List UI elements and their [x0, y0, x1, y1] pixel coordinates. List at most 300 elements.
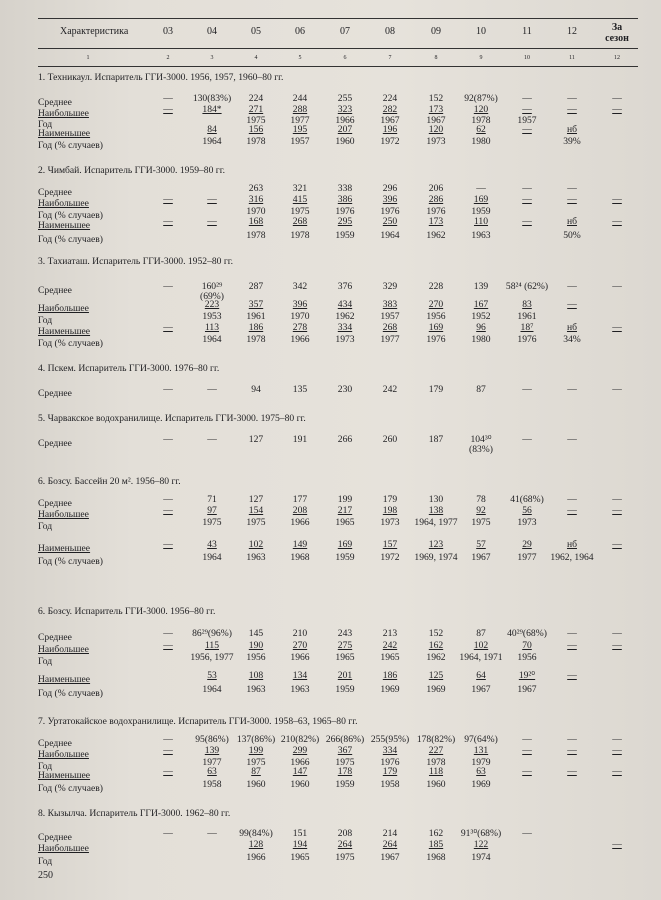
table-cell: —	[207, 216, 217, 227]
table-cell: 207	[337, 124, 353, 135]
table-cell: 186	[248, 322, 264, 333]
table-cell: 1978	[246, 136, 266, 147]
table-cell: —	[163, 194, 173, 205]
row-label: Год	[38, 656, 53, 667]
table-cell: 1965	[380, 652, 400, 663]
table-cell: 214	[382, 828, 398, 839]
row-label: Год	[38, 521, 53, 532]
table-cell: 1978	[290, 230, 310, 241]
table-cell: 64	[476, 670, 486, 681]
table-cell: 1976	[335, 206, 355, 217]
table-cell: 195	[292, 124, 308, 135]
row-label: Год	[38, 761, 53, 772]
table-cell: 224	[382, 93, 398, 104]
table-cell: 376	[337, 281, 353, 292]
table-cell: —	[163, 640, 173, 651]
table-cell: 1952	[471, 311, 491, 322]
table-cell: 1963	[471, 230, 491, 241]
table-cell: 217	[337, 505, 353, 516]
table-cell: 123	[428, 539, 444, 550]
table-cell: 94	[251, 384, 261, 395]
table-cell: 87	[476, 628, 486, 639]
table-cell: 1964	[202, 552, 222, 563]
table-cell: 367	[337, 745, 353, 756]
table-cell: 255	[337, 93, 353, 104]
table-cell: 110	[473, 216, 489, 227]
table-cell: 1978	[246, 230, 266, 241]
table-cell: 1968	[426, 852, 446, 863]
header-rule	[38, 66, 638, 67]
table-cell: 295	[337, 216, 353, 227]
row-label: Среднее	[38, 388, 72, 399]
table-cell: 242	[382, 640, 398, 651]
table-cell: нб	[566, 322, 577, 333]
table-cell: 102	[248, 539, 264, 550]
table-cell: 1961	[517, 311, 537, 322]
row-label: Наибольшее	[38, 303, 89, 314]
table-cell: 97(64%)	[464, 734, 498, 745]
table-cell: 92	[476, 505, 486, 516]
row-label: Наименьшее	[38, 770, 91, 781]
table-cell: 154	[248, 505, 264, 516]
table-cell: 41(68%)	[510, 494, 544, 505]
section-title-9: 8. Кызылча. Испаритель ГГИ-3000. 1962–80 гг.	[38, 808, 231, 819]
section-title-6: 6. Бозсу. Бассейн 20 м². 1956–80 гг.	[38, 476, 181, 487]
table-cell: —	[567, 93, 577, 104]
table-cell: 1963	[290, 684, 310, 695]
table-cell: 137(86%)	[236, 734, 276, 745]
row-label: Среднее	[38, 632, 72, 643]
table-cell: 92(87%)	[464, 93, 498, 104]
table-cell: 99(84%)	[239, 828, 273, 839]
table-cell: 18⁷	[520, 322, 534, 333]
table-cell: 104³⁰ (83%)	[469, 434, 493, 455]
table-cell: 396	[292, 299, 308, 310]
table-cell: 97	[207, 505, 217, 516]
header-num-7: 7	[388, 55, 392, 61]
table-cell: —	[612, 194, 622, 205]
header-col-6: 07	[340, 26, 350, 37]
table-cell: 1973	[517, 517, 537, 528]
table-cell: 1957	[517, 115, 537, 126]
table-cell: 1976	[517, 334, 537, 345]
table-cell: 149	[292, 539, 308, 550]
table-cell: 196	[382, 124, 398, 135]
table-cell: —	[612, 628, 622, 639]
table-cell: 43	[207, 539, 217, 550]
table-cell: 95(86%)	[195, 734, 229, 745]
header-col-3: 04	[207, 26, 217, 37]
table-cell: 186	[382, 670, 398, 681]
table-cell: 268	[292, 216, 308, 227]
table-cell: —	[163, 494, 173, 505]
table-cell: —	[163, 104, 173, 115]
table-cell: 1959	[335, 684, 355, 695]
table-cell: нб	[566, 216, 577, 227]
table-cell: —	[567, 505, 577, 516]
table-cell: 1969	[426, 684, 446, 695]
table-cell: 1973	[426, 136, 446, 147]
header-num-11: 11	[569, 55, 575, 61]
table-cell: 62	[476, 124, 486, 135]
table-cell: 63	[476, 766, 486, 777]
table-cell: 50%	[563, 230, 581, 241]
table-cell: 187	[428, 434, 444, 445]
table-cell: 1978	[426, 757, 446, 768]
table-cell: 210	[292, 628, 308, 639]
table-cell: 1966	[335, 115, 355, 126]
table-cell: 122	[473, 839, 489, 850]
table-cell: —	[567, 194, 577, 205]
table-cell: —	[612, 745, 622, 756]
table-cell: 185	[428, 839, 444, 850]
table-cell: —	[612, 322, 622, 333]
table-cell: 288	[292, 104, 308, 115]
table-cell: —	[163, 384, 173, 395]
table-cell: —	[612, 104, 622, 115]
table-cell: —	[567, 299, 577, 310]
table-cell: —	[163, 505, 173, 516]
table-cell: 1959	[335, 779, 355, 790]
row-label: Наименьшее	[38, 128, 91, 139]
table-cell: 87	[251, 766, 261, 777]
table-cell: 179	[428, 384, 444, 395]
table-cell: 29	[522, 539, 532, 550]
section-title-3: 3. Тахиаташ. Испаритель ГГИ-3000. 1952–80 гг.	[38, 256, 234, 267]
table-cell: 270	[292, 640, 308, 651]
table-cell: 19²⁰	[518, 670, 536, 681]
table-cell: —	[522, 104, 532, 115]
table-cell: 1975	[290, 206, 310, 217]
table-cell: 1960	[335, 136, 355, 147]
table-cell: 1972	[380, 136, 400, 147]
table-cell: 83	[522, 299, 532, 310]
table-cell: 242	[382, 384, 398, 395]
table-cell: 131	[473, 745, 489, 756]
table-cell: 1956	[246, 652, 266, 663]
table-cell: 179	[382, 494, 398, 505]
row-label: Год (% случаев)	[38, 556, 103, 567]
table-cell: —	[163, 281, 173, 292]
table-cell: 316	[248, 194, 264, 205]
table-cell: нб	[566, 539, 577, 550]
header-col-12: За сезон	[605, 22, 629, 44]
page-number: 250	[38, 870, 53, 881]
table-cell: 70	[522, 640, 532, 651]
row-label: Год (% случаев)	[38, 688, 103, 699]
row-label: Среднее	[38, 187, 72, 198]
table-cell: 145	[248, 628, 264, 639]
table-cell: —	[567, 766, 577, 777]
table-cell: 1969	[471, 779, 491, 790]
table-cell: 1975	[335, 852, 355, 863]
table-cell: 1962, 1964	[550, 552, 594, 563]
table-cell: 383	[382, 299, 398, 310]
table-cell: 120	[473, 104, 489, 115]
table-cell: 1962	[335, 311, 355, 322]
header-col-10: 11	[522, 26, 532, 37]
table-cell: 210(82%)	[280, 734, 320, 745]
table-cell: 1974	[471, 852, 491, 863]
table-cell: 179	[382, 766, 398, 777]
table-cell: 1976	[380, 757, 400, 768]
table-cell: 127	[248, 494, 264, 505]
table-cell: 1967	[517, 684, 537, 695]
table-cell: 130(83%)	[192, 93, 232, 104]
table-cell: 1967	[380, 852, 400, 863]
table-cell: 199	[248, 745, 264, 756]
table-cell: —	[163, 745, 173, 756]
header-num-10: 10	[524, 55, 530, 61]
table-cell: 415	[292, 194, 308, 205]
table-cell: 282	[382, 104, 398, 115]
table-cell: 1967	[380, 115, 400, 126]
table-cell: 178(82%)	[416, 734, 456, 745]
table-cell: 120	[428, 124, 444, 135]
table-cell: 1975	[246, 757, 266, 768]
header-col-9: 10	[476, 26, 486, 37]
table-cell: 128	[248, 839, 264, 850]
table-cell: —	[612, 216, 622, 227]
table-cell: 434	[337, 299, 353, 310]
table-cell: 275	[337, 640, 353, 651]
table-cell: 115	[204, 640, 220, 651]
table-cell: 162	[428, 828, 444, 839]
table-cell: 334	[337, 322, 353, 333]
header-num-12: 12	[614, 55, 620, 61]
table-cell: 194	[292, 839, 308, 850]
table-cell: 1977	[290, 115, 310, 126]
table-cell: 177	[292, 494, 308, 505]
table-cell: —	[163, 322, 173, 333]
table-cell: 296	[382, 183, 398, 194]
table-cell: —	[522, 194, 532, 205]
table-cell: 1967	[426, 115, 446, 126]
table-cell: 1967	[471, 552, 491, 563]
table-cell: нб	[566, 124, 577, 135]
table-cell: 169	[337, 539, 353, 550]
table-cell: 1967	[471, 684, 491, 695]
table-cell: 1966	[246, 852, 266, 863]
table-cell: 1956	[426, 311, 446, 322]
table-cell: 56	[522, 505, 532, 516]
table-cell: 266	[337, 434, 353, 445]
table-cell: 342	[292, 281, 308, 292]
table-cell: 1962	[426, 230, 446, 241]
table-cell: 1964	[202, 334, 222, 345]
table-cell: —	[612, 505, 622, 516]
table-cell: 1962	[426, 652, 446, 663]
table-cell: 299	[292, 745, 308, 756]
table-cell: 1963	[246, 684, 266, 695]
table-cell: —	[163, 628, 173, 639]
table-cell: 266(86%)	[325, 734, 365, 745]
table-cell: 323	[337, 104, 353, 115]
table-cell: —	[476, 183, 486, 194]
table-cell: —	[522, 93, 532, 104]
table-cell: 167	[473, 299, 489, 310]
table-cell: 1977	[517, 552, 537, 563]
table-cell: 271	[248, 104, 264, 115]
table-cell: 1973	[380, 517, 400, 528]
table-cell: 1959	[335, 552, 355, 563]
table-cell: 108	[248, 670, 264, 681]
table-cell: —	[207, 384, 217, 395]
table-cell: —	[163, 434, 173, 445]
header-rule	[38, 18, 638, 19]
table-cell: 264	[382, 839, 398, 850]
table-cell: 1960	[426, 779, 446, 790]
table-cell: —	[522, 124, 532, 135]
table-cell: 386	[337, 194, 353, 205]
table-cell: 1968	[290, 552, 310, 563]
table-cell: 1975	[202, 517, 222, 528]
table-cell: 156	[248, 124, 264, 135]
table-cell: 1964, 1971	[459, 652, 503, 663]
table-cell: 58²⁴ (62%)	[505, 281, 549, 292]
table-cell: 1977	[202, 757, 222, 768]
table-cell: 1959	[335, 230, 355, 241]
table-cell: 1956	[517, 652, 537, 663]
table-cell: 1976	[380, 206, 400, 217]
table-cell: —	[567, 281, 577, 292]
table-cell: 1969, 1974	[414, 552, 458, 563]
row-label: Среднее	[38, 438, 72, 449]
row-label: Наибольшее	[38, 198, 89, 209]
table-cell: 39%	[563, 136, 581, 147]
table-cell: —	[612, 734, 622, 745]
table-cell: —	[612, 494, 622, 505]
table-cell: 278	[292, 322, 308, 333]
header-num-4: 4	[254, 55, 258, 61]
row-label: Среднее	[38, 97, 72, 108]
header-num-9: 9	[479, 55, 483, 61]
table-cell: —	[163, 216, 173, 227]
table-cell: —	[567, 434, 577, 445]
table-cell: 228	[428, 281, 444, 292]
row-label: Наименьшее	[38, 220, 91, 231]
table-cell: 1975	[246, 517, 266, 528]
table-cell: —	[522, 828, 532, 839]
table-cell: 1969	[380, 684, 400, 695]
row-label: Среднее	[38, 832, 72, 843]
table-cell: —	[163, 766, 173, 777]
row-label: Год	[38, 856, 53, 867]
table-cell: 157	[382, 539, 398, 550]
header-num-8: 8	[434, 55, 438, 61]
table-cell: —	[522, 434, 532, 445]
header-num-5: 5	[298, 55, 302, 61]
table-cell: 287	[248, 281, 264, 292]
table-cell: 1966	[290, 334, 310, 345]
table-cell: —	[567, 745, 577, 756]
table-cell: 1973	[335, 334, 355, 345]
table-cell: 173	[428, 104, 444, 115]
row-label: Среднее	[38, 285, 72, 296]
table-cell: 334	[382, 745, 398, 756]
table-cell: —	[522, 745, 532, 756]
table-cell: 1966	[290, 517, 310, 528]
table-cell: 57	[476, 539, 486, 550]
table-cell: 1964	[380, 230, 400, 241]
table-cell: 338	[337, 183, 353, 194]
table-cell: 152	[428, 93, 444, 104]
table-cell: 87	[476, 384, 486, 395]
table-cell: 1960	[246, 779, 266, 790]
table-cell: 147	[292, 766, 308, 777]
table-cell: 396	[382, 194, 398, 205]
table-cell: 1970	[246, 206, 266, 217]
header-col-2: 03	[163, 26, 173, 37]
table-cell: 1953	[202, 311, 222, 322]
table-cell: 1958	[380, 779, 400, 790]
table-cell: 321	[292, 183, 308, 194]
table-cell: 71	[207, 494, 217, 505]
row-label: Год	[38, 119, 53, 130]
table-cell: —	[567, 183, 577, 194]
row-label: Наименьшее	[38, 674, 91, 685]
table-cell: 1960	[290, 779, 310, 790]
table-cell: 168	[248, 216, 264, 227]
table-cell: 160²⁹ (69%)	[200, 281, 224, 302]
table-cell: 169	[428, 322, 444, 333]
table-cell: 1966	[290, 652, 310, 663]
table-cell: 208	[337, 828, 353, 839]
row-label: Наибольшее	[38, 108, 89, 119]
section-title-5: 5. Чарвакское водохранилище. Испаритель ГГИ-3000. 1975–80 гг.	[38, 413, 306, 424]
table-cell: 151	[292, 828, 308, 839]
table-cell: 173	[428, 216, 444, 227]
table-cell: 201	[337, 670, 353, 681]
row-label: Наименьшее	[38, 543, 91, 554]
section-title-1: 1. Техникаул. Испаритель ГГИ-3000. 1956, 1957, 1960–80 гг.	[38, 72, 284, 83]
table-cell: 1964	[202, 684, 222, 695]
table-cell: —	[163, 539, 173, 550]
table-cell: 1970	[290, 311, 310, 322]
table-cell: 264	[337, 839, 353, 850]
table-cell: 1978	[471, 115, 491, 126]
table-cell: 78	[476, 494, 486, 505]
row-label: Год (% случаев)	[38, 234, 103, 245]
table-cell: 53	[207, 670, 217, 681]
table-cell: 1980	[471, 334, 491, 345]
table-cell: —	[522, 766, 532, 777]
table-cell: 102	[473, 640, 489, 651]
table-cell: 1976	[426, 334, 446, 345]
table-cell: —	[522, 734, 532, 745]
table-cell: —	[207, 194, 217, 205]
table-cell: 286	[428, 194, 444, 205]
table-cell: 198	[382, 505, 398, 516]
table-cell: —	[522, 216, 532, 227]
table-cell: —	[567, 494, 577, 505]
table-cell: 1956, 1977	[190, 652, 234, 663]
header-col-11: 12	[567, 26, 577, 37]
table-cell: 86²⁹(96%)	[192, 628, 232, 639]
table-cell: —	[612, 281, 622, 292]
table-cell: 208	[292, 505, 308, 516]
table-cell: —	[567, 104, 577, 115]
table-cell: 263	[248, 183, 264, 194]
table-cell: 40²⁹(68%)	[507, 628, 547, 639]
table-cell: 162	[428, 640, 444, 651]
table-cell: 191	[292, 434, 308, 445]
table-cell: 1977	[380, 334, 400, 345]
table-cell: 1965	[290, 852, 310, 863]
row-label: Наибольшее	[38, 509, 89, 520]
row-label: Среднее	[38, 498, 72, 509]
table-cell: 1965	[335, 517, 355, 528]
